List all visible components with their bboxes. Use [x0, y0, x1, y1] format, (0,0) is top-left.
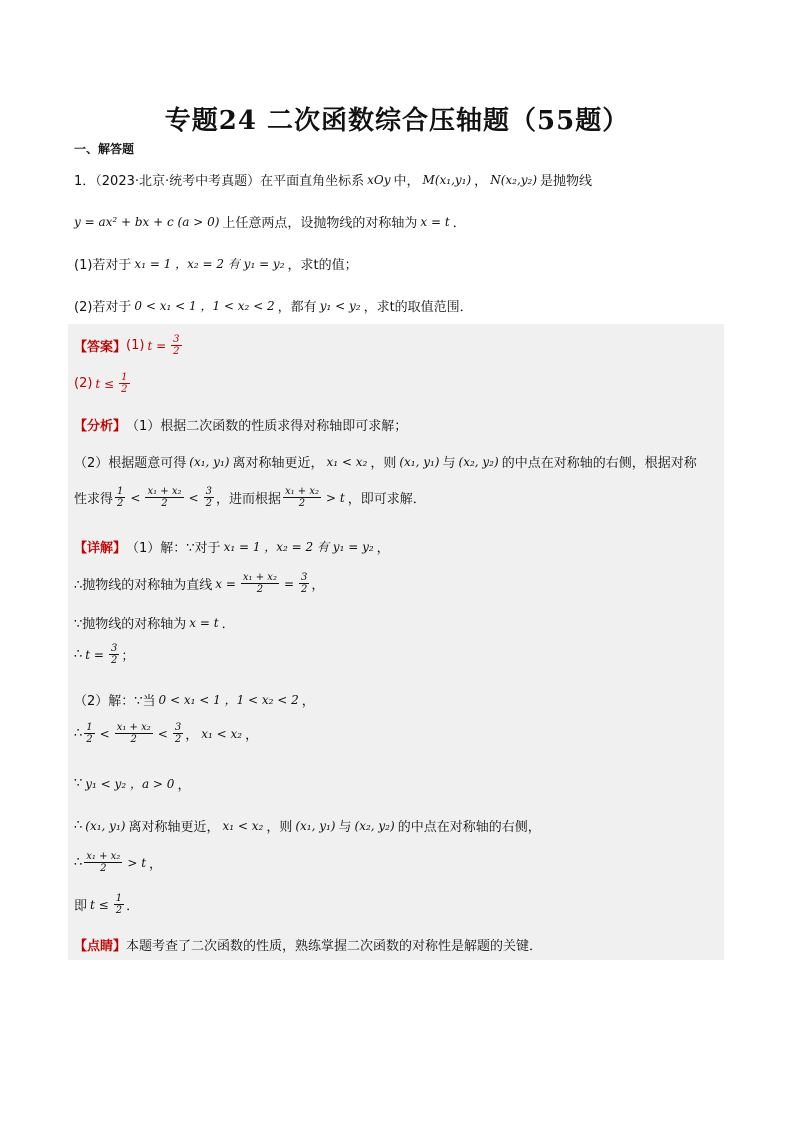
detail-math: x₁ < x₂ [222, 818, 264, 833]
answer-text: (2) [74, 376, 93, 391]
analysis-math: < [130, 490, 141, 505]
fraction-den: 2 [301, 584, 308, 595]
fraction-num: 1 [86, 722, 93, 733]
fraction-den: 2 [115, 905, 123, 916]
question-text: (1)若对于 [74, 258, 132, 273]
question-intro: 1．（2023·北京·统考中考真题）在平面直角坐标系 [74, 174, 365, 189]
analysis-text: ，即可求解． [347, 492, 426, 507]
detail-math: = [283, 576, 295, 591]
detail-line-3 [74, 613, 235, 632]
detail-math: x = [215, 576, 236, 591]
detail-math: (x₁, y₁) [295, 818, 336, 833]
fraction [145, 486, 183, 509]
question-text: 中， [393, 174, 420, 189]
detail-math: (x₁, y₁) [85, 818, 126, 833]
fraction-num: 1 [117, 486, 124, 497]
fraction-den: 2 [110, 655, 118, 666]
comment-line [74, 935, 542, 954]
analysis-text: 与 [442, 456, 456, 471]
fraction [204, 486, 214, 509]
question-text: (2)若对于 [74, 300, 132, 315]
coord-system: xOy [367, 172, 391, 187]
detail-math: x₁ < x₂ [201, 726, 243, 741]
detail-line-8 [74, 816, 541, 835]
fraction [241, 572, 279, 595]
fraction-den: 2 [173, 346, 180, 357]
detail-text: ， [301, 694, 315, 709]
detail-text: ∵抛物线的对称轴为 [74, 617, 187, 632]
detail-line-1 [74, 537, 390, 556]
detail-text: 离对称轴更近， [128, 820, 220, 835]
detail-text: （2）解：∵当 [74, 694, 156, 709]
detail-text: ， [376, 541, 390, 556]
detail-text: ∴ [74, 647, 83, 662]
fraction-den: 2 [174, 734, 182, 745]
analysis-line-2 [74, 452, 697, 471]
detail-text: ． [221, 617, 235, 632]
detail-text: ∴ [74, 855, 83, 870]
question-text: ，都有 [277, 300, 317, 315]
analysis-math: (x₁, y₁) [189, 454, 230, 469]
fraction-num: 3 [173, 334, 180, 345]
fraction [115, 722, 153, 745]
fraction-num: x₁ + x₂ [86, 851, 121, 862]
fraction-num: x₁ + x₂ [242, 572, 277, 583]
analysis-text: ，则 [370, 456, 397, 471]
axis-formula: x = t [420, 214, 450, 229]
detail-text: ， [245, 728, 259, 743]
analysis-text: （2）根据题意可得 [74, 456, 187, 471]
detail-math: < [157, 726, 168, 741]
detail-math: (x₂, y₂) [354, 818, 395, 833]
detail-text: ， [177, 778, 191, 793]
comment-text: 本题考查了二次函数的性质，熟练掌握二次函数的对称性是解题的关键． [126, 939, 543, 954]
fraction-den: 2 [100, 863, 107, 874]
fraction [119, 372, 129, 395]
fraction [283, 486, 321, 509]
fraction [84, 722, 94, 745]
question-text: ， [474, 174, 488, 189]
analysis-math: (x₂, y₂) [458, 454, 499, 469]
detail-text: ， [185, 728, 199, 743]
answer-line-1 [74, 334, 184, 357]
analysis-text: （1）根据二次函数的性质求得对称轴即可求解； [126, 419, 408, 434]
part2-inequality: y₁ < y₂ [319, 298, 361, 313]
analysis-tag: 【分析】 [74, 419, 127, 434]
point-m: M(x₁,y₁) [422, 172, 472, 187]
detail-math: t = [85, 647, 104, 662]
fraction-den: 2 [117, 498, 124, 509]
answer-tag: 【答案】 [74, 340, 127, 355]
answer-math: t = [147, 338, 167, 353]
detail-math: x = t [189, 615, 219, 630]
analysis-math: (x₁, y₁) [399, 454, 440, 469]
fraction-num: 3 [301, 572, 308, 583]
answer-line-2 [74, 372, 132, 395]
analysis-text: 的中点在对称轴的右侧，根据对称 [501, 456, 697, 471]
analysis-text: 离对称轴更近， [232, 456, 324, 471]
answer-text: (1) [126, 338, 145, 353]
fraction [173, 722, 183, 745]
analysis-math: < [188, 490, 199, 505]
fraction-num: 3 [174, 722, 182, 733]
analysis-line-1 [74, 415, 407, 434]
analysis-text: ，进而根据 [215, 492, 281, 507]
detail-text: ，则 [266, 820, 293, 835]
question-text: ，求t的值； [287, 258, 358, 273]
question-text: 是抛物线 [540, 174, 593, 189]
detail-text: ， [311, 578, 325, 593]
detail-math: < [99, 726, 110, 741]
detail-math: x₁ = 1 ，x₂ = 2 有 y₁ = y₂ [223, 540, 374, 554]
fraction [171, 334, 181, 357]
fraction [84, 851, 122, 874]
fraction-num: x₁ + x₂ [116, 722, 151, 733]
fraction-den: 2 [161, 498, 168, 509]
analysis-line-3 [74, 486, 426, 509]
fraction [109, 643, 119, 666]
question-text: 上任意两点，设抛物线的对称轴为 [222, 216, 418, 231]
fraction-den: 2 [256, 584, 264, 595]
detail-text: ， [149, 857, 163, 872]
detail-line-7 [74, 774, 190, 793]
detail-text: 与 [338, 820, 352, 835]
point-n: N(x₂,y₂) [490, 172, 538, 187]
fraction-num: 1 [115, 893, 123, 904]
part2-condition: 0 < x₁ < 1 ，1 < x₂ < 2 [134, 299, 275, 313]
detail-text: ∴抛物线的对称轴为直线 [74, 578, 213, 593]
analysis-math: x₁ < x₂ [326, 454, 368, 469]
fraction-den: 2 [121, 384, 128, 395]
comment-tag: 【点睛】 [74, 939, 127, 954]
detail-text: （1）解：∵对于 [126, 541, 221, 556]
fraction-num: 3 [205, 486, 212, 497]
detail-text: 即 [74, 899, 88, 914]
fraction [115, 486, 125, 509]
analysis-math: > t [326, 490, 345, 505]
detail-text: ． [126, 899, 140, 914]
fraction-num: 1 [121, 372, 128, 383]
fraction-num: x₁ + x₂ [147, 486, 182, 497]
question-part-1 [74, 254, 358, 273]
detail-line-2 [74, 572, 324, 595]
fraction-den: 2 [86, 734, 93, 745]
parabola-formula: y = ax² + bx + c (a > 0) [74, 214, 220, 229]
fraction-num: x₁ + x₂ [284, 486, 319, 497]
detail-tag: 【详解】 [74, 541, 127, 556]
detail-math: 0 < x₁ < 1 ，1 < x₂ < 2 [158, 693, 299, 707]
detail-text: ∴ [74, 726, 83, 741]
fraction [299, 572, 309, 595]
detail-math: > t [127, 855, 147, 870]
fraction [114, 893, 124, 916]
question-part-2 [74, 296, 473, 315]
question-line-2 [74, 212, 466, 231]
section-heading: 一、解答题 [74, 142, 135, 156]
detail-line-4 [74, 643, 134, 666]
detail-text: 的中点在对称轴的右侧， [397, 820, 541, 835]
analysis-text: 性求得 [74, 492, 114, 507]
fraction-den: 2 [130, 734, 137, 745]
answer-math: t ≤ [95, 376, 115, 391]
detail-line-5 [74, 690, 315, 709]
question-line-1 [74, 170, 592, 189]
question-text: ，求t的取值范围． [363, 300, 473, 315]
detail-text: ∵ [74, 776, 83, 791]
fraction-den: 2 [298, 498, 306, 509]
detail-text: ； [121, 649, 135, 664]
page-title: 专题24 二次函数综合压轴题（55题） [164, 106, 630, 136]
detail-math: y₁ < y₂ ，a > 0 [85, 777, 175, 791]
fraction-num: 3 [110, 643, 118, 654]
fraction-den: 2 [205, 498, 212, 509]
detail-line-6 [74, 722, 258, 745]
detail-text: ∴ [74, 818, 83, 833]
question-text: ． [452, 216, 466, 231]
detail-line-10 [74, 893, 139, 916]
detail-line-9 [74, 851, 162, 874]
detail-math: t ≤ [90, 897, 109, 912]
part1-condition: x₁ = 1 ，x₂ = 2 有 y₁ = y₂ [134, 257, 285, 271]
